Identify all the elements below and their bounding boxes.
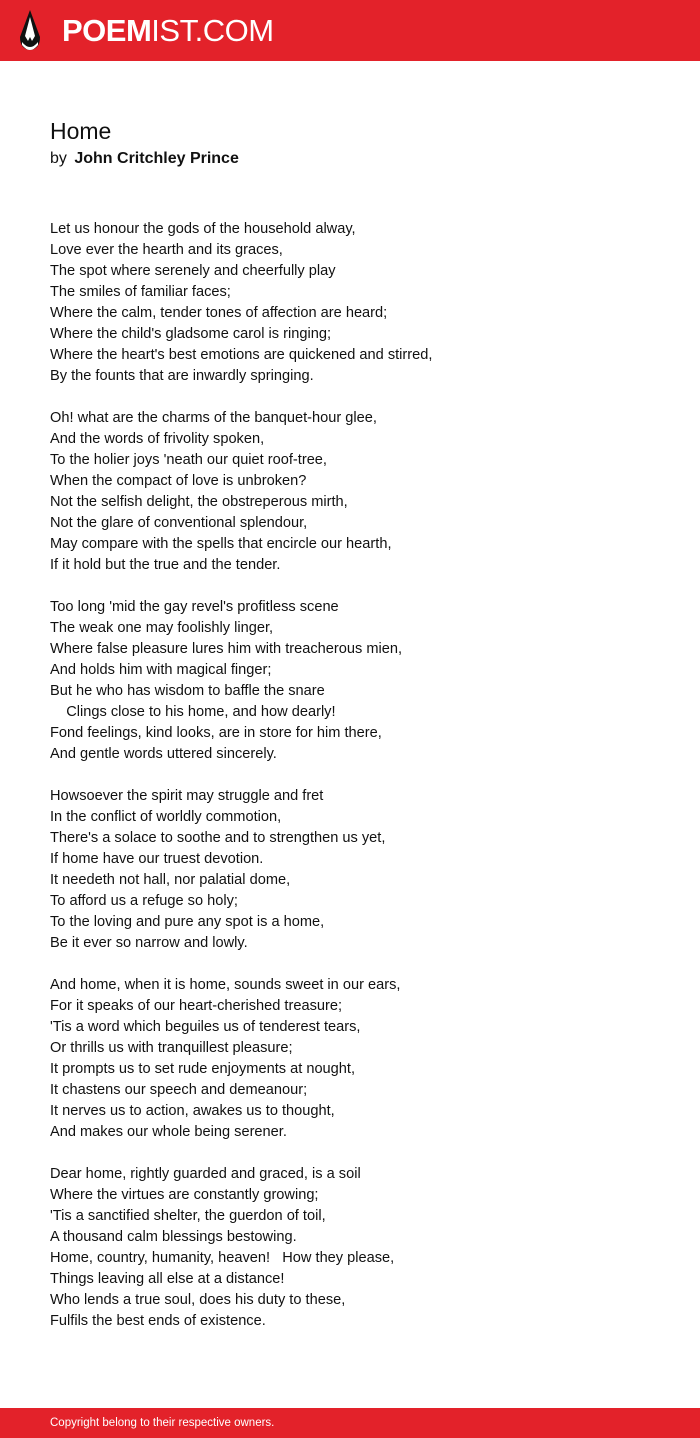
poem-line: It chastens our speech and demeanour; xyxy=(50,1082,308,1098)
poem-line: But he who has wisdom to baffle the snare xyxy=(50,683,325,699)
stanza xyxy=(50,786,670,954)
poem-line: And the words of frivolity spoken, xyxy=(50,431,265,447)
author-name: John Critchley Prince xyxy=(74,150,239,167)
logo-light-text: IST.COM xyxy=(151,13,274,48)
by-label: by xyxy=(50,150,67,167)
stanza xyxy=(50,975,670,1143)
poem-line: It nerves us to action, awakes us to thought, xyxy=(50,1103,335,1119)
stanza xyxy=(50,219,670,387)
poem-line: To afford us a refuge so holy; xyxy=(50,893,238,909)
site-logo[interactable] xyxy=(62,11,274,51)
poem-line: Where the heart's best emotions are quickened and stirred, xyxy=(50,347,433,363)
poem-line: Where the calm, tender tones of affection are heard; xyxy=(50,305,388,321)
poem-line: Things leaving all else at a distance! xyxy=(50,1271,285,1287)
poem-line: If home have our truest devotion. xyxy=(50,851,264,867)
copyright-text: Copyright belong to their respective owners. xyxy=(50,1417,275,1429)
poem-line: And gentle words uttered sincerely. xyxy=(50,746,277,762)
poem-line: Where the child's gladsome carol is ringing; xyxy=(50,326,332,342)
poem-line: It needeth not hall, nor palatial dome, xyxy=(50,872,291,888)
poem-line: Howsoever the spirit may struggle and fret xyxy=(50,788,324,804)
poem-line: Who lends a true soul, does his duty to these, xyxy=(50,1292,346,1308)
poem-line: May compare with the spells that encircle our hearth, xyxy=(50,536,392,552)
poem-line: Clings close to his home, and how dearly! xyxy=(50,704,336,720)
poem-line: Or thrills us with tranquillest pleasure; xyxy=(50,1040,293,1056)
poem-line: In the conflict of worldly commotion, xyxy=(50,809,282,825)
logo-strong-text: POEM xyxy=(62,13,152,48)
poem-title: Home xyxy=(50,118,112,144)
poem-line: Fulfils the best ends of existence. xyxy=(50,1313,266,1329)
poem-line: Dear home, rightly guarded and graced, is a soil xyxy=(50,1166,361,1182)
poem-line: And makes our whole being serener. xyxy=(50,1124,287,1140)
site-header xyxy=(0,0,700,61)
poem-line: There's a solace to soothe and to strengthen us yet, xyxy=(50,830,386,846)
poem-line: 'Tis a word which beguiles us of tenderest tears, xyxy=(50,1019,361,1035)
poem-line: Fond feelings, kind looks, are in store for him there, xyxy=(50,725,382,741)
poem-line: Too long 'mid the gay revel's profitless scene xyxy=(50,599,339,615)
stanza xyxy=(50,1164,670,1332)
poem-line: Love ever the hearth and its graces, xyxy=(50,242,283,258)
poem-line: 'Tis a sanctified shelter, the guerdon of toil, xyxy=(50,1208,326,1224)
pencil-tip-icon[interactable] xyxy=(18,9,42,51)
stanza xyxy=(50,597,670,765)
poem-line: Not the selfish delight, the obstreperous mirth, xyxy=(50,494,348,510)
poem-line: Where false pleasure lures him with treacherous mien, xyxy=(50,641,403,657)
poem-line: Let us honour the gods of the household alway, xyxy=(50,221,356,237)
poem-line: Home, country, humanity, heaven! How they please, xyxy=(50,1250,395,1266)
poem-line: For it speaks of our heart-cherished treasure; xyxy=(50,998,343,1014)
poem-line: By the founts that are inwardly springing. xyxy=(50,368,314,384)
poem-line: To the holier joys 'neath our quiet roof-tree, xyxy=(50,452,327,468)
poem-line: The smiles of familiar faces; xyxy=(50,284,231,300)
byline xyxy=(50,148,239,170)
poem-line: The spot where serenely and cheerfully play xyxy=(50,263,336,279)
poem-line: Be it ever so narrow and lowly. xyxy=(50,935,248,951)
poem-line: Not the glare of conventional splendour, xyxy=(50,515,308,531)
poem-line: Where the virtues are constantly growing; xyxy=(50,1187,319,1203)
poem-line: To the loving and pure any spot is a home, xyxy=(50,914,325,930)
poem-line: It prompts us to set rude enjoyments at nought, xyxy=(50,1061,356,1077)
poem-line: And home, when it is home, sounds sweet in our ears, xyxy=(50,977,401,993)
poem-line: Oh! what are the charms of the banquet-hour glee, xyxy=(50,410,377,426)
poem-body xyxy=(50,219,670,1353)
site-footer xyxy=(0,1408,700,1438)
poem-line: The weak one may foolishly linger, xyxy=(50,620,274,636)
poem-line: A thousand calm blessings bestowing. xyxy=(50,1229,297,1245)
poem-line: If it hold but the true and the tender. xyxy=(50,557,281,573)
stanza xyxy=(50,408,670,576)
poem-line: And holds him with magical finger; xyxy=(50,662,272,678)
poem-line: When the compact of love is unbroken? xyxy=(50,473,307,489)
